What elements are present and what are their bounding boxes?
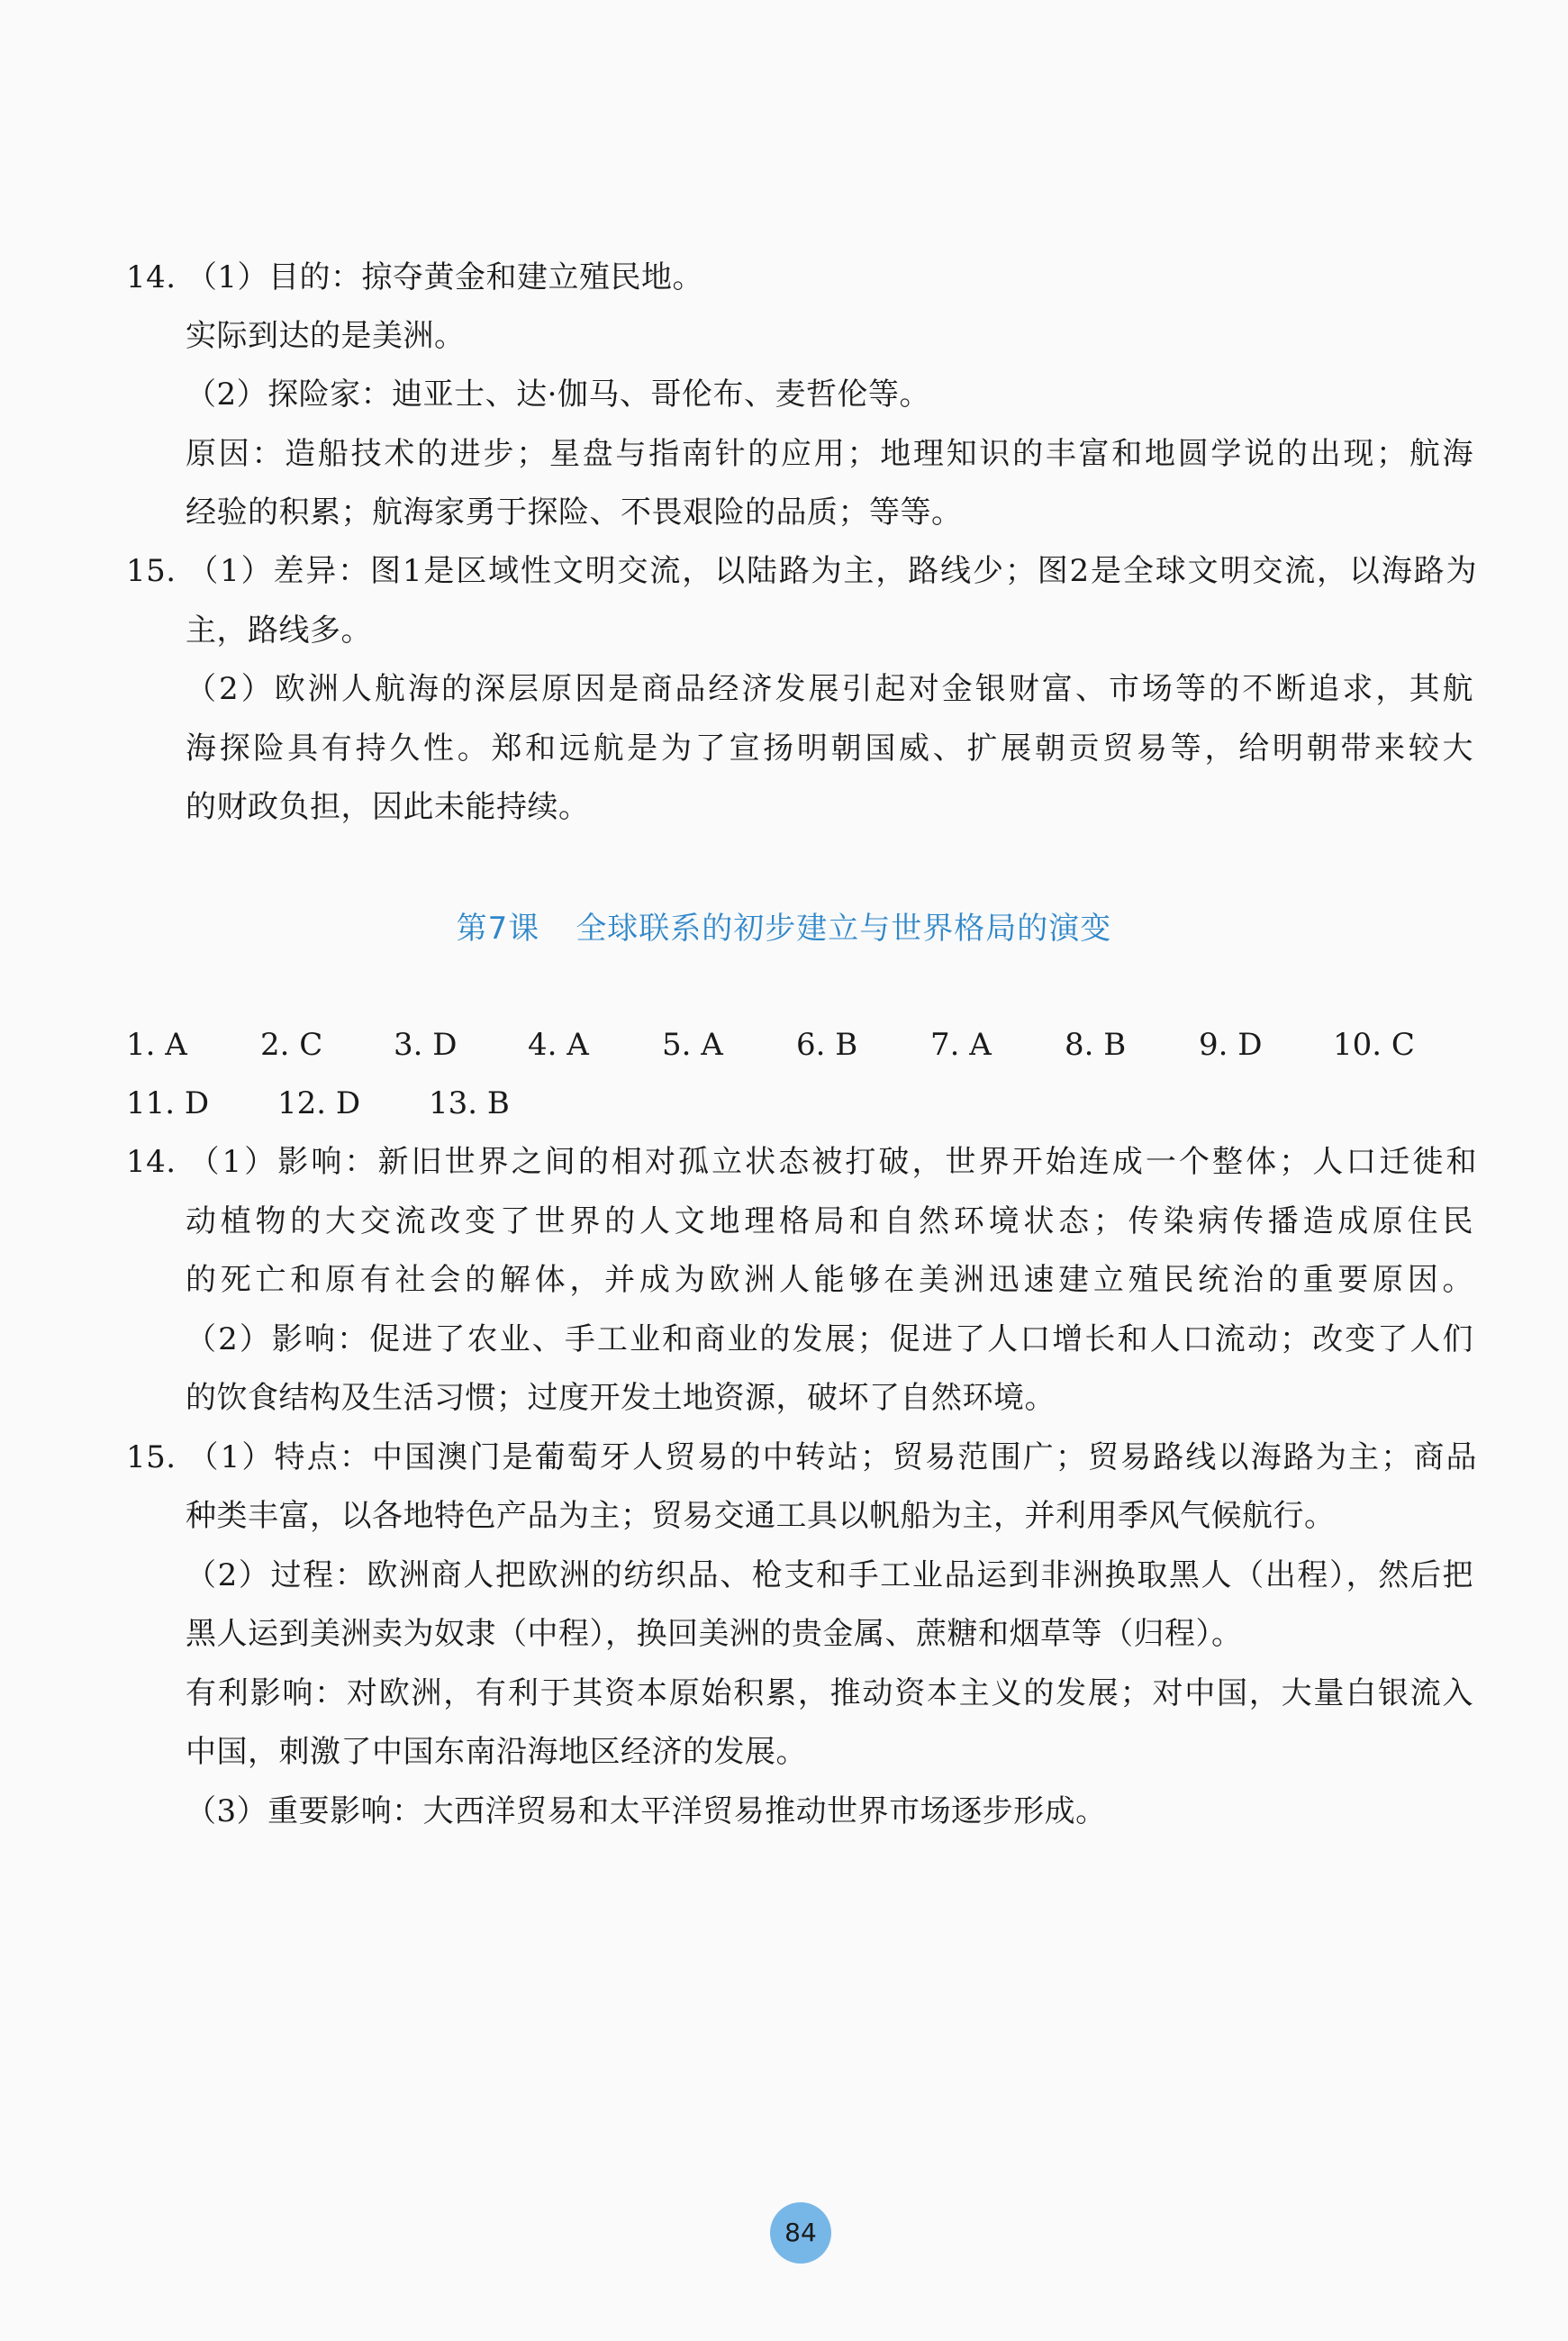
q15-line5: 有利影响：对欧洲，有利于其资本原始积累，推动资本主义的发展；对中国，大量白银流入	[186, 1675, 1473, 1711]
lesson-name: 全球联系的初步建立与世界格局的演变	[576, 911, 1112, 947]
q14-prev-line2: 实际到达的是美洲。	[186, 318, 466, 354]
q15-line1: 15. （1）特点：中国澳门是葡萄牙人贸易的中转站；贸易范围广；贸易路线以海路为主；商品	[126, 1439, 1477, 1475]
q14-prev-line3: （2）探险家：迪亚士、达·伽马、哥伦布、麦哲伦等。	[186, 377, 930, 413]
q15-line6: 中国，刺激了中国东南沿海地区经济的发展。	[186, 1734, 807, 1770]
choice-row-1	[126, 1027, 1477, 1063]
choice-answer: 11. D	[126, 1085, 210, 1121]
lesson-title	[0, 909, 1568, 948]
q14-line1: 14. （1）影响：新旧世界之间的相对孤立状态被打破，世界开始连成一个整体；人口迁徙和	[126, 1144, 1477, 1180]
q15-prev-line4: 海探险具有持久性。郑和远航是为了宣扬明朝国威、扩展朝贡贸易等，给明朝带来较大	[186, 730, 1473, 767]
choice-answer: 1. A	[126, 1027, 187, 1063]
choice-answer: 8. B	[1065, 1027, 1127, 1063]
q15-line4: 黑人运到美洲卖为奴隶（中程），换回美洲的贵金属、蔗糖和烟草等（归程）。	[186, 1616, 1243, 1652]
q14-prev-line4: 原因：造船技术的进步；星盘与指南针的应用；地理知识的丰富和地圆学说的出现；航海	[186, 436, 1473, 472]
choice-answer: 5. A	[662, 1027, 723, 1063]
q14-line5: 的饮食结构及生活习惯；过度开发土地资源，破坏了自然环境。	[186, 1380, 1056, 1416]
choice-answer: 4. A	[528, 1027, 589, 1063]
q14-prev-line1: 14. （1）目的：掠夺黄金和建立殖民地。	[126, 259, 704, 295]
lesson-number: 第7课	[456, 911, 540, 947]
q14-line3: 的死亡和原有社会的解体，并成为欧洲人能够在美洲迅速建立殖民统治的重要原因。	[186, 1262, 1473, 1298]
q15-line2: 种类丰富，以各地特色产品为主；贸易交通工具以帆船为主，并利用季风气候航行。	[186, 1498, 1336, 1534]
q14-line4: （2）影响：促进了农业、手工业和商业的发展；促进了人口增长和人口流动；改变了人们	[186, 1321, 1473, 1357]
q14-line2: 动植物的大交流改变了世界的人文地理格局和自然环境状态；传染病传播造成原住民	[186, 1203, 1473, 1239]
choice-row-2	[126, 1085, 666, 1121]
choice-answer: 12. D	[277, 1085, 361, 1121]
choice-answer: 2. C	[260, 1027, 323, 1063]
q15-prev-line2: 主，路线多。	[186, 612, 372, 649]
q15-prev-line5: 的财政负担，因此未能持续。	[186, 789, 590, 825]
q15-prev-line3: （2）欧洲人航海的深层原因是商品经济发展引起对金银财富、市场等的不断追求，其航	[186, 671, 1473, 707]
q14-prev-line5: 经验的积累；航海家勇于探险、不畏艰险的品质；等等。	[186, 495, 963, 531]
choice-answer: 6. B	[796, 1027, 858, 1063]
choice-answer: 13. B	[429, 1085, 510, 1121]
choice-answer: 10. C	[1333, 1027, 1415, 1063]
q15-line3: （2）过程：欧洲商人把欧洲的纺织品、枪支和手工业品运到非洲换取黑人（出程），然后把	[186, 1557, 1473, 1593]
choice-answer: 7. A	[930, 1027, 992, 1063]
q15-prev-line1: 15. （1）差异：图1是区域性文明交流，以陆路为主，路线少；图2是全球文明交流，以海路为	[126, 553, 1477, 589]
choice-answer: 9. D	[1199, 1027, 1263, 1063]
q15-line7: （3）重要影响：大西洋贸易和太平洋贸易推动世界市场逐步形成。	[186, 1793, 1107, 1829]
page-number: 84	[770, 2202, 831, 2264]
choice-answer: 3. D	[394, 1027, 458, 1063]
